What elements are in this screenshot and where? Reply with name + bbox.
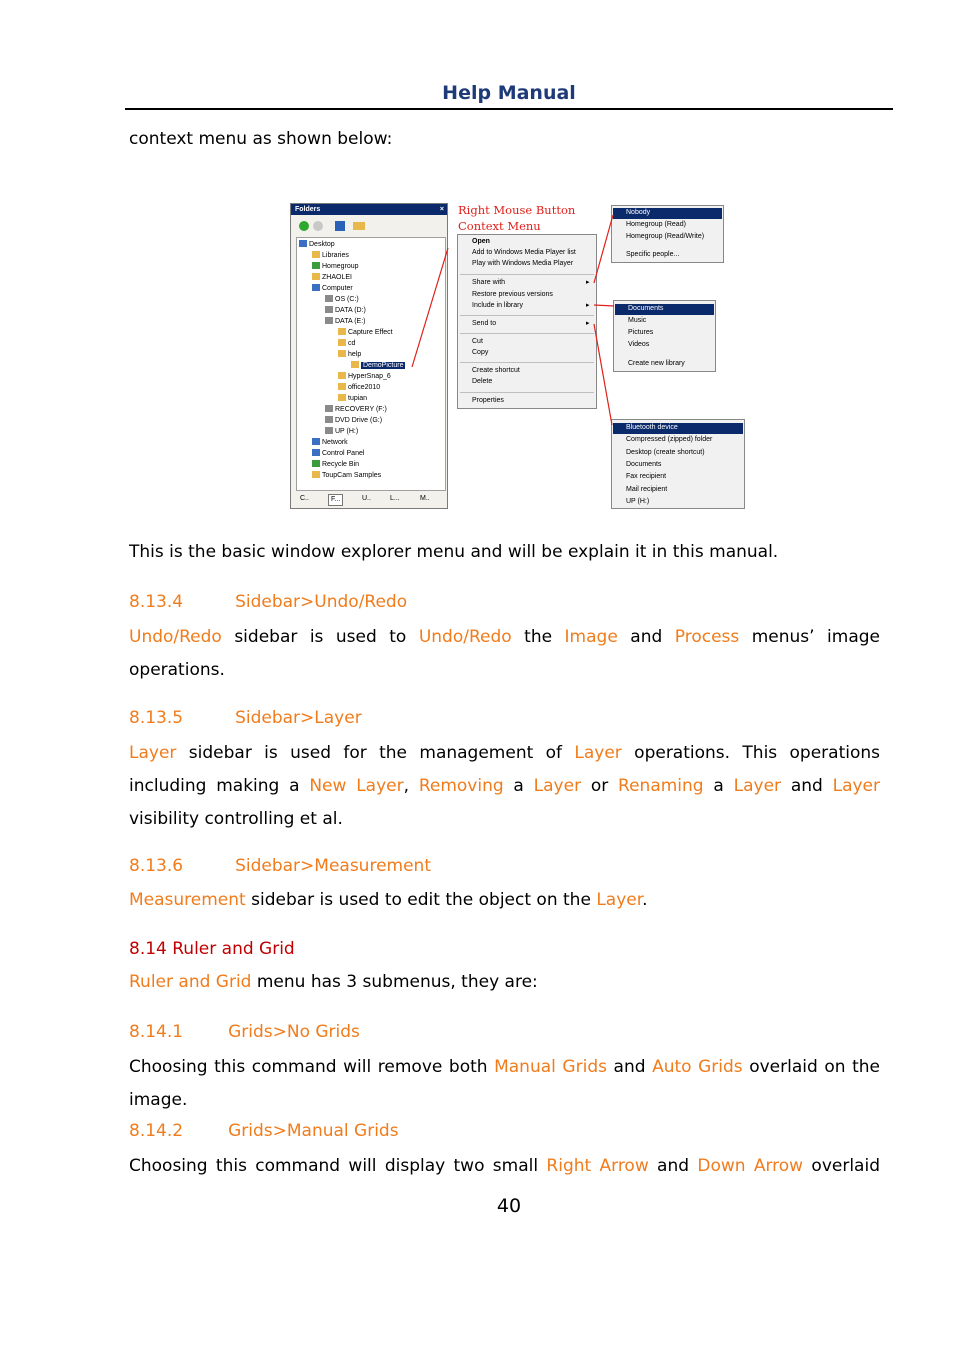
para-explorer-menu: This is the basic window explorer menu and will be explain it in this manual. [129, 542, 779, 562]
tree-item-label: UP (H:) [335, 428, 359, 435]
context-menu-item[interactable]: Share with [472, 279, 506, 286]
tree-item-label: Computer [322, 285, 353, 292]
library-menu-item[interactable]: Pictures [628, 329, 654, 336]
context-menu-item[interactable]: Include in library [472, 302, 523, 309]
context-menu-figure [290, 203, 747, 511]
para-layer: Layer sidebar is used for the management of Layer operations. This operations including making a New Layer, Removing a Layer or Renaming a Layer and Layer visibility controlling et al. [129, 743, 881, 829]
folders-title: Folders [295, 206, 321, 213]
library-menu-item[interactable]: Videos [628, 341, 650, 348]
submenu-arrow-icon: ▸ [586, 302, 590, 309]
para-undo-redo: Undo/Redo sidebar is used to Undo/Redo the Image and Process menus’ image operations. [129, 627, 880, 680]
para-no-grids: Choosing this command will remove both Manual Grids and Auto Grids overlaid on the image. [129, 1057, 880, 1110]
send-to-menu-item[interactable]: Desktop (create shortcut) [626, 448, 705, 456]
para-ruler-grid: Ruler and Grid menu has 3 submenus, they are: [129, 972, 538, 992]
connector-library [594, 305, 614, 306]
tree-item-label: DVD Drive (G:) [335, 417, 383, 424]
context-menu-item[interactable]: Open [472, 238, 490, 245]
share-menu-item[interactable]: Nobody [626, 209, 651, 216]
intro-text: context menu as shown below: [129, 129, 393, 149]
tab-c[interactable]: C.. [300, 495, 309, 502]
section-number: 8.13.5 [129, 708, 184, 728]
tree-item-label: DATA (D:) [335, 307, 366, 314]
context-menu-item[interactable]: Send to [472, 320, 497, 327]
tree-item-label: tupian [348, 395, 368, 402]
context-label-line2: Context Menu [458, 219, 541, 233]
tree-item-label: ZHAOLEI [322, 274, 352, 281]
tree-item-label: DATA (E:) [335, 318, 366, 325]
submenu-arrow-icon: ▸ [586, 279, 590, 286]
library-menu-item[interactable]: Create new library [628, 360, 685, 367]
context-menu-item[interactable]: Delete [472, 378, 493, 385]
tree-item-label: DemoPicture [363, 362, 404, 369]
section-heading-8-13-5 [129, 708, 362, 728]
section-heading-8-13-6 [129, 856, 431, 876]
tree-item-label: Desktop [309, 241, 335, 248]
library-menu-item[interactable]: Documents [628, 305, 664, 312]
context-menu-item[interactable]: Restore previous versions [472, 291, 553, 298]
context-menu-item[interactable]: Play with Windows Media Player [472, 260, 574, 267]
section-title: Sidebar>Layer [235, 708, 362, 728]
tree-item-label: office2010 [348, 384, 381, 391]
section-number: 8.14.2 [129, 1121, 184, 1141]
section-title: Sidebar>Measurement [235, 856, 431, 876]
connector-sendto [594, 324, 612, 425]
tree-item-label: Libraries [322, 252, 349, 259]
connector-share [594, 215, 613, 283]
send-to-menu-item[interactable]: Compressed (zipped) folder [626, 436, 713, 444]
tree-item-label: ToupCam Samples [322, 472, 382, 479]
send-to-menu-item[interactable]: Bluetooth device [626, 424, 678, 431]
section-heading-8-14-1 [129, 1022, 360, 1042]
share-menu-item[interactable]: Specific people... [626, 251, 680, 258]
para-measurement: Measurement sidebar is used to edit the object on the Layer. [129, 890, 648, 910]
tree-item-label: Network [322, 439, 348, 446]
connector-lines [290, 203, 747, 511]
connector-tree-to-menu [412, 248, 448, 367]
tab-f[interactable]: F... [328, 494, 343, 506]
section-number: 8.13.4 [129, 592, 184, 612]
submenu-arrow-icon: ▸ [586, 320, 590, 327]
tree-item-label: Homegroup [322, 263, 359, 270]
context-menu-item[interactable]: Add to Windows Media Player list [472, 249, 576, 256]
section-heading-8-13-4 [129, 592, 407, 612]
tree-item-label: RECOVERY (F:) [335, 406, 387, 413]
running-header: Help Manual [442, 82, 576, 104]
tree-item-label: help [348, 351, 362, 358]
tab-u[interactable]: U.. [362, 495, 371, 502]
tree-item-label: Capture Effect [348, 329, 393, 336]
tree-item-label: cd [348, 340, 356, 347]
tree-item-label: OS (C:) [335, 296, 359, 303]
share-menu-item[interactable]: Homegroup (Read/Write) [626, 233, 705, 240]
header-rule [125, 108, 893, 110]
page-number: 40 [496, 1195, 522, 1217]
section-number: 8.13.6 [129, 856, 184, 876]
tree-item-label: HyperSnap_6 [348, 373, 391, 380]
send-to-menu-item[interactable]: Fax recipient [626, 473, 667, 481]
section-heading-8-14: 8.14 Ruler and Grid [129, 939, 295, 959]
context-label-line1: Right Mouse Button [458, 203, 576, 217]
library-menu-item[interactable]: Music [628, 317, 647, 324]
tab-l[interactable]: L... [390, 495, 400, 502]
send-to-menu-item[interactable]: UP (H:) [626, 497, 650, 505]
tree-item-label: Recycle Bin [322, 461, 359, 468]
close-icon[interactable]: × [439, 206, 444, 213]
share-menu-item[interactable]: Homegroup (Read) [626, 221, 686, 228]
section-title: Grids>Manual Grids [228, 1121, 399, 1141]
section-title: Sidebar>Undo/Redo [235, 592, 408, 612]
tab-m[interactable]: M.. [420, 495, 430, 502]
context-menu-item[interactable]: Copy [472, 349, 489, 356]
section-number: 8.14.1 [129, 1022, 184, 1042]
section-heading-8-14-2 [129, 1121, 399, 1141]
send-to-menu-item[interactable]: Mail recipient [626, 485, 668, 493]
send-to-menu-item[interactable]: Documents [626, 460, 662, 468]
context-menu-item[interactable]: Create shortcut [472, 367, 520, 374]
para-manual-grids: Choosing this command will display two small Right Arrow and Down Arrow overlaid [129, 1156, 880, 1176]
section-title: Grids>No Grids [228, 1022, 360, 1042]
context-menu-item[interactable]: Properties [472, 397, 504, 404]
context-menu-item[interactable]: Cut [472, 338, 483, 345]
tree-item-label: Control Panel [322, 450, 365, 457]
